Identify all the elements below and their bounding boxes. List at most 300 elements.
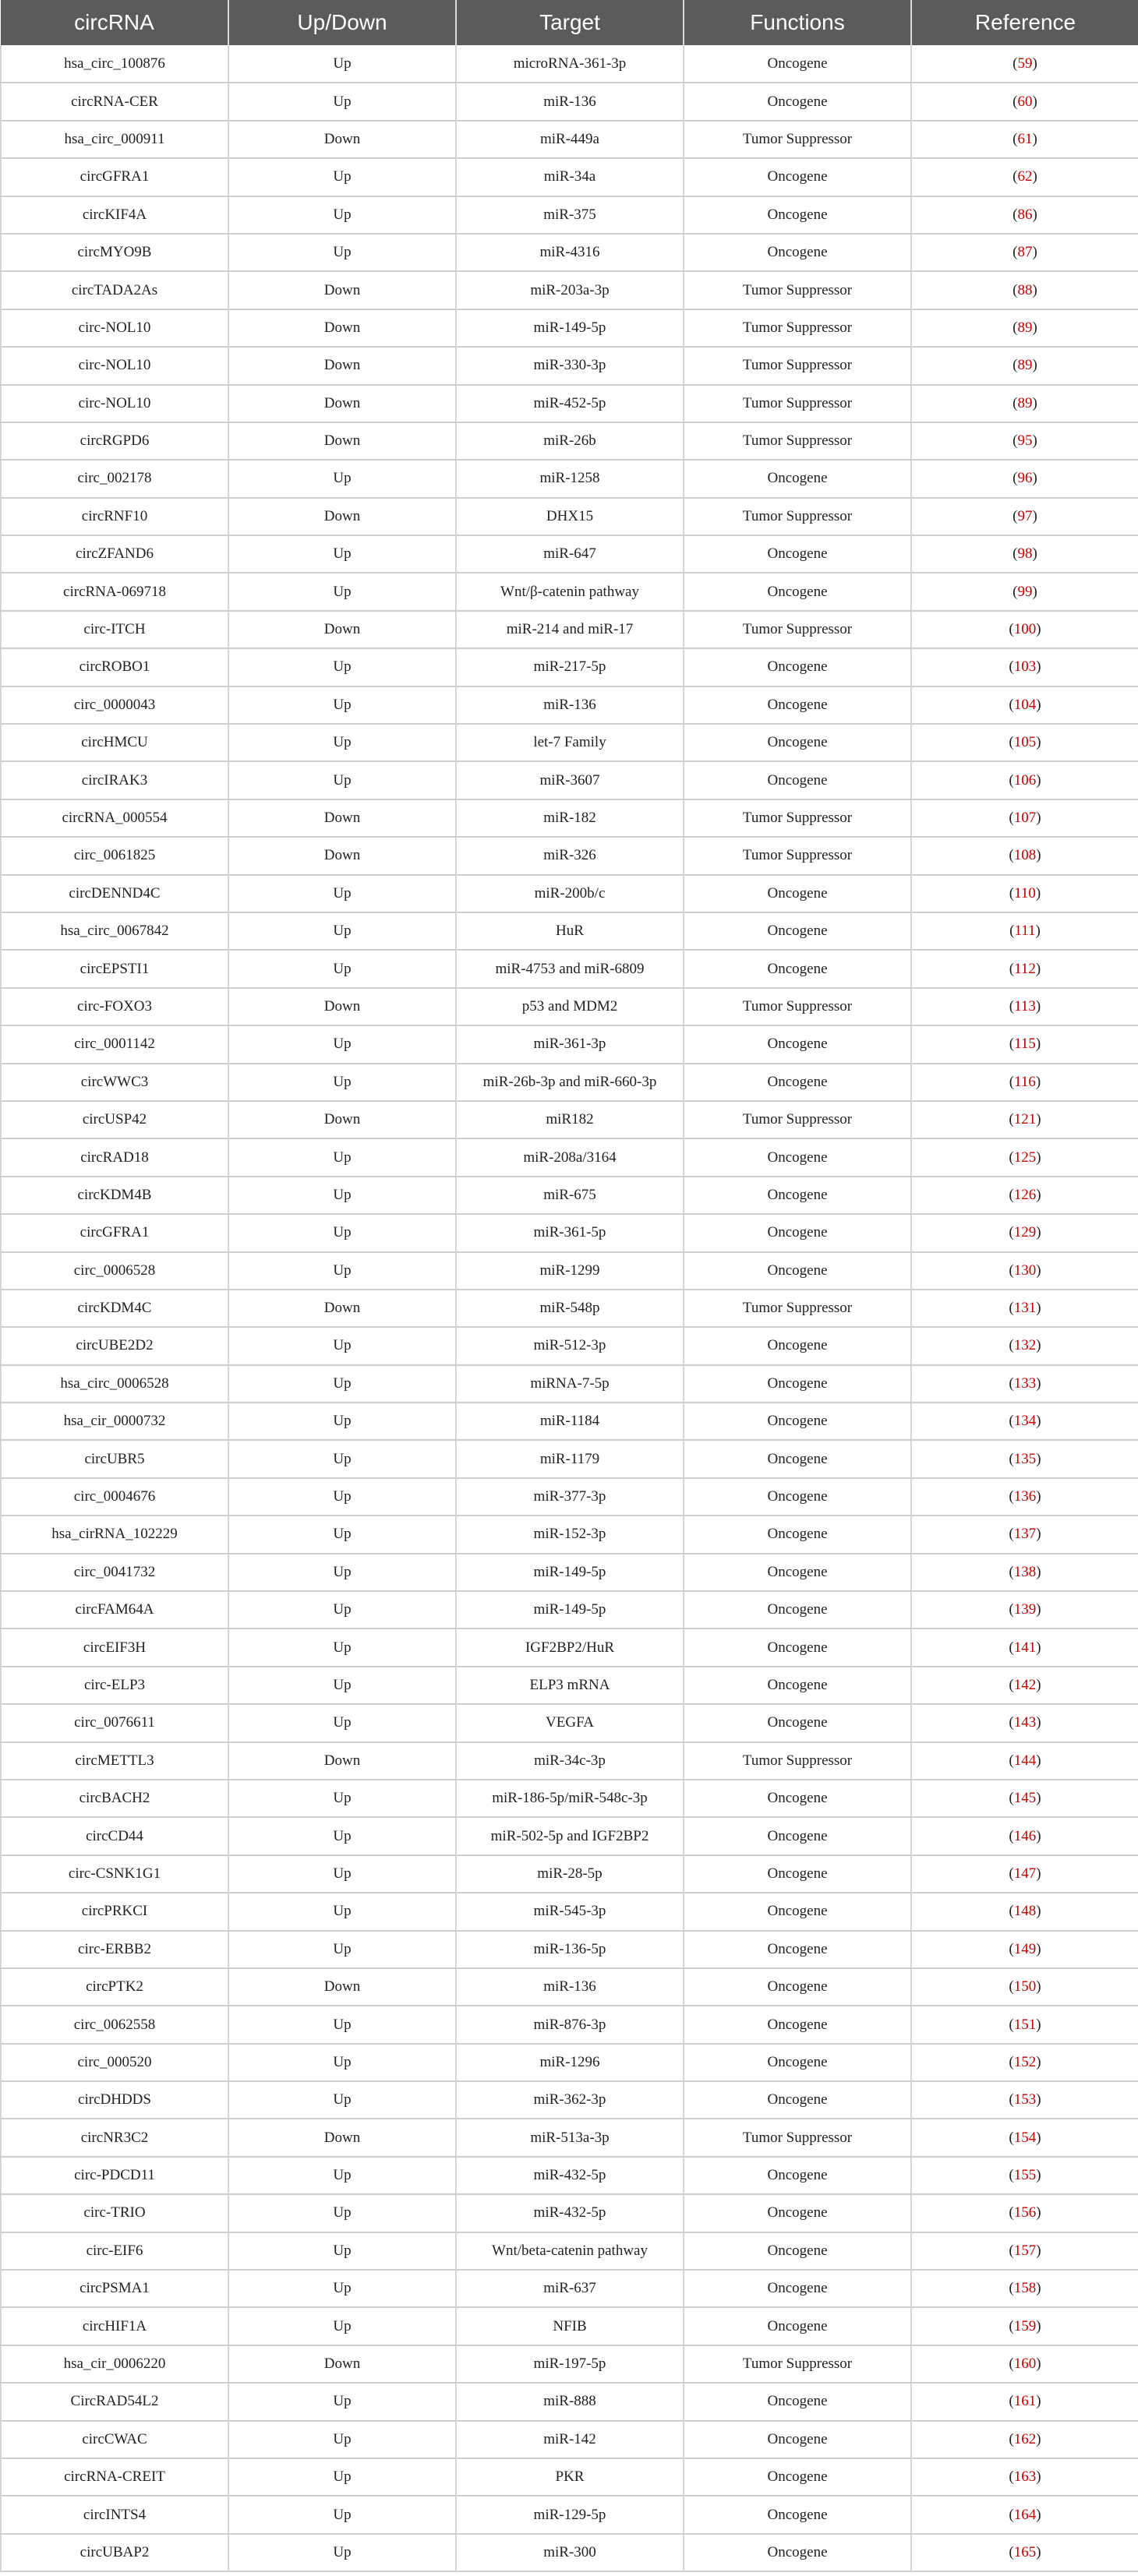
- cell-target: miR-129-5p: [456, 2496, 684, 2533]
- cell-up-down: Down: [228, 422, 456, 460]
- cell-functions: Oncogene: [684, 1667, 911, 1704]
- table-row: [1, 2458, 1138, 2496]
- cell-target: miR-1184: [456, 1403, 684, 1440]
- reference-link[interactable]: 156: [1013, 2204, 1037, 2221]
- cell-target: miR-136-5p: [456, 1931, 684, 1968]
- cell-functions: Tumor Suppressor: [684, 611, 911, 648]
- cell-functions: Oncogene: [684, 1931, 911, 1968]
- cell-circrna: circ-NOL10: [1, 309, 228, 347]
- cell-functions: Oncogene: [684, 2081, 911, 2119]
- cell-target: miRNA-7-5p: [456, 1365, 684, 1403]
- cell-functions: Oncogene: [684, 1968, 911, 2006]
- ref-open-paren: (: [1013, 545, 1018, 563]
- reference-link[interactable]: 106: [1013, 771, 1037, 789]
- reference-link[interactable]: 144: [1013, 1752, 1037, 1769]
- ref-close-paren: ): [1036, 2317, 1041, 2334]
- cell-functions: Tumor Suppressor: [684, 1742, 911, 1780]
- cell-circrna: circUBE2D2: [1, 1327, 228, 1364]
- reference-link[interactable]: 134: [1013, 1413, 1037, 1430]
- cell-functions: Oncogene: [684, 1440, 911, 1477]
- reference-link[interactable]: 159: [1013, 2317, 1037, 2334]
- cell-up-down: Up: [228, 1591, 456, 1629]
- table-row: [1, 2006, 1138, 2043]
- ref-open-paren: (: [1009, 2355, 1014, 2373]
- cell-circrna: circ_0061825: [1, 837, 228, 874]
- cell-functions: Oncogene: [684, 460, 911, 497]
- cell-up-down: Up: [228, 1629, 456, 1666]
- table-row: [1, 2496, 1138, 2533]
- ref-close-paren: ): [1036, 2506, 1041, 2523]
- header-circrna: circRNA: [1, 0, 228, 45]
- reference-link[interactable]: 145: [1013, 1790, 1037, 1807]
- cell-up-down: Down: [228, 799, 456, 837]
- cell-circrna: circUSP42: [1, 1101, 228, 1138]
- cell-target: miR-513a-3p: [456, 2119, 684, 2156]
- cell-circrna: circ-PDCD11: [1, 2157, 228, 2194]
- cell-circrna: circ_0062558: [1, 2006, 228, 2043]
- cell-reference: [911, 2232, 1138, 2270]
- table-row: [1, 196, 1138, 234]
- cell-target: miR-1299: [456, 1252, 684, 1290]
- cell-up-down: Up: [228, 45, 456, 83]
- cell-target: miR-361-3p: [456, 1025, 684, 1063]
- reference-link[interactable]: 158: [1013, 2280, 1037, 2297]
- ref-open-paren: (: [1009, 1790, 1014, 1807]
- cell-up-down: Down: [228, 271, 456, 309]
- reference-link[interactable]: 155: [1013, 2167, 1037, 2184]
- cell-reference: [911, 2119, 1138, 2156]
- reference-link[interactable]: 142: [1013, 1676, 1037, 1693]
- ref-open-paren: (: [1009, 658, 1014, 676]
- ref-open-paren: (: [1009, 1111, 1014, 1128]
- reference-link[interactable]: 146: [1013, 1827, 1037, 1844]
- cell-reference: [911, 2157, 1138, 2194]
- reference-link[interactable]: 88: [1017, 281, 1033, 298]
- cell-up-down: Up: [228, 1440, 456, 1477]
- cell-reference: [911, 1478, 1138, 1516]
- table-row: [1, 724, 1138, 761]
- reference-link[interactable]: 96: [1017, 470, 1033, 487]
- reference-link[interactable]: 60: [1017, 93, 1033, 110]
- reference-link[interactable]: 162: [1013, 2430, 1037, 2447]
- reference-link[interactable]: 115: [1014, 1036, 1036, 1053]
- cell-functions: Oncogene: [684, 1893, 911, 1930]
- cell-functions: Oncogene: [684, 1591, 911, 1629]
- cell-reference: [911, 2081, 1138, 2119]
- table-row: [1, 761, 1138, 799]
- reference-link[interactable]: 108: [1013, 847, 1037, 864]
- reference-link[interactable]: 89: [1017, 319, 1033, 336]
- cell-functions: Tumor Suppressor: [684, 1290, 911, 1327]
- cell-circrna: circROBO1: [1, 648, 228, 686]
- cell-up-down: Up: [228, 950, 456, 987]
- table-row: [1, 535, 1138, 573]
- reference-link[interactable]: 139: [1013, 1601, 1037, 1618]
- cell-circrna: circKDM4B: [1, 1177, 228, 1214]
- cell-target: p53 and MDM2: [456, 988, 684, 1025]
- reference-link[interactable]: 147: [1013, 1865, 1037, 1882]
- cell-functions: Tumor Suppressor: [684, 422, 911, 460]
- reference-link[interactable]: 150: [1013, 1978, 1037, 1996]
- reference-link[interactable]: 157: [1013, 2242, 1037, 2259]
- cell-target: miR-1296: [456, 2044, 684, 2081]
- reference-link[interactable]: 59: [1017, 55, 1033, 72]
- cell-circrna: circIRAK3: [1, 761, 228, 799]
- cell-target: miR-4753 and miR-6809: [456, 950, 684, 987]
- cell-up-down: Up: [228, 1516, 456, 1553]
- cell-up-down: Up: [228, 158, 456, 196]
- cell-reference: [911, 1177, 1138, 1214]
- ref-open-paren: (: [1009, 2393, 1014, 2410]
- cell-circrna: circEIF3H: [1, 1629, 228, 1666]
- ref-close-paren: ): [1036, 2393, 1041, 2410]
- cell-functions: Oncogene: [684, 1214, 911, 1251]
- cell-target: miR-152-3p: [456, 1516, 684, 1553]
- ref-close-paren: ): [1036, 1940, 1041, 1957]
- reference-link[interactable]: 152: [1013, 2053, 1037, 2070]
- table-row: [1, 158, 1138, 196]
- ref-open-paren: (: [1009, 2053, 1014, 2070]
- reference-link[interactable]: 104: [1013, 696, 1037, 713]
- cell-up-down: Up: [228, 1704, 456, 1741]
- cell-circrna: circFAM64A: [1, 1591, 228, 1629]
- cell-up-down: Down: [228, 347, 456, 384]
- cell-up-down: Down: [228, 837, 456, 874]
- cell-target: miR-149-5p: [456, 1591, 684, 1629]
- ref-open-paren: (: [1009, 2091, 1014, 2108]
- ref-open-paren: (: [1009, 2317, 1014, 2334]
- ref-open-paren: (: [1009, 1752, 1014, 1769]
- cell-reference: [911, 1667, 1138, 1704]
- ref-open-paren: (: [1009, 1865, 1014, 1882]
- cell-functions: Oncogene: [684, 2044, 911, 2081]
- cell-target: let-7 Family: [456, 724, 684, 761]
- cell-reference: [911, 1252, 1138, 1290]
- cell-functions: Oncogene: [684, 2496, 911, 2533]
- cell-target: Wnt/β-catenin pathway: [456, 573, 684, 610]
- cell-circrna: circRAD18: [1, 1138, 228, 1176]
- cell-functions: Oncogene: [684, 535, 911, 573]
- ref-close-paren: ): [1036, 1639, 1041, 1656]
- ref-open-paren: (: [1013, 281, 1018, 298]
- reference-link[interactable]: 138: [1013, 1563, 1037, 1580]
- table-row: [1, 2383, 1138, 2420]
- cell-circrna: circMYO9B: [1, 234, 228, 271]
- cell-circrna: circHMCU: [1, 724, 228, 761]
- table-row: [1, 2421, 1138, 2458]
- reference-link[interactable]: 164: [1013, 2506, 1037, 2523]
- ref-close-paren: ): [1036, 2468, 1041, 2486]
- cell-reference: [911, 1516, 1138, 1553]
- reference-link[interactable]: 151: [1013, 2016, 1037, 2033]
- cell-up-down: Up: [228, 724, 456, 761]
- cell-functions: Tumor Suppressor: [684, 2119, 911, 2156]
- cell-reference: [911, 2534, 1138, 2571]
- cell-circrna: circ-ITCH: [1, 611, 228, 648]
- cell-reference: [911, 1968, 1138, 2006]
- ref-close-paren: ): [1035, 1073, 1041, 1090]
- cell-circrna: circMETTL3: [1, 1742, 228, 1780]
- cell-circrna: circEPSTI1: [1, 950, 228, 987]
- table-row: [1, 875, 1138, 912]
- ref-close-paren: ): [1032, 470, 1037, 487]
- table-row: [1, 2270, 1138, 2307]
- ref-close-paren: ): [1035, 923, 1041, 940]
- ref-open-paren: (: [1009, 1903, 1014, 1920]
- table-row: [1, 1327, 1138, 1364]
- ref-close-paren: ): [1036, 734, 1041, 751]
- reference-link[interactable]: 112: [1014, 960, 1036, 977]
- cell-up-down: Up: [228, 2458, 456, 2496]
- reference-link[interactable]: 97: [1017, 507, 1033, 524]
- table-row: [1, 2232, 1138, 2270]
- cell-reference: [911, 761, 1138, 799]
- reference-link[interactable]: 149: [1013, 1940, 1037, 1957]
- cell-reference: [911, 1025, 1138, 1063]
- cell-target: miR-149-5p: [456, 1554, 684, 1591]
- ref-close-paren: ): [1036, 771, 1041, 789]
- ref-open-paren: (: [1009, 1413, 1014, 1430]
- ref-open-paren: (: [1013, 244, 1018, 261]
- ref-open-paren: (: [1009, 923, 1015, 940]
- cell-functions: Oncogene: [684, 2194, 911, 2232]
- reference-link[interactable]: 130: [1013, 1262, 1037, 1279]
- cell-functions: Oncogene: [684, 2458, 911, 2496]
- reference-link[interactable]: 111: [1014, 923, 1036, 940]
- reference-link[interactable]: 87: [1017, 244, 1033, 261]
- reference-link[interactable]: 129: [1013, 1224, 1037, 1241]
- cell-up-down: Up: [228, 1667, 456, 1704]
- ref-close-paren: ): [1036, 1601, 1041, 1618]
- cell-up-down: Up: [228, 912, 456, 950]
- cell-target: miR-149-5p: [456, 309, 684, 347]
- ref-close-paren: ): [1036, 2242, 1041, 2259]
- table-row: [1, 2081, 1138, 2119]
- reference-link[interactable]: 105: [1013, 734, 1037, 751]
- cell-target: miR-888: [456, 2383, 684, 2420]
- reference-link[interactable]: 99: [1017, 583, 1033, 600]
- cell-circrna: hsa_cir_0006220: [1, 2345, 228, 2383]
- reference-link[interactable]: 110: [1014, 884, 1036, 902]
- cell-target: miR-876-3p: [456, 2006, 684, 2043]
- cell-reference: [911, 1855, 1138, 1893]
- ref-open-paren: (: [1009, 2430, 1014, 2447]
- cell-functions: Tumor Suppressor: [684, 347, 911, 384]
- ref-open-paren: (: [1009, 1676, 1014, 1693]
- reference-link[interactable]: 131: [1013, 1300, 1037, 1317]
- cell-circrna: circ-ELP3: [1, 1667, 228, 1704]
- cell-reference: [911, 1893, 1138, 1930]
- ref-close-paren: ): [1032, 244, 1037, 261]
- cell-circrna: circUBR5: [1, 1440, 228, 1477]
- reference-link[interactable]: 89: [1017, 357, 1033, 374]
- table-row: [1, 347, 1138, 384]
- cell-up-down: Down: [228, 1742, 456, 1780]
- reference-link[interactable]: 136: [1013, 1488, 1037, 1505]
- cell-reference: [911, 2345, 1138, 2383]
- ref-open-paren: (: [1013, 583, 1018, 600]
- ref-close-paren: ): [1036, 1337, 1041, 1354]
- ref-close-paren: ): [1036, 2016, 1041, 2033]
- ref-close-paren: ): [1036, 1186, 1041, 1203]
- reference-link[interactable]: 121: [1013, 1111, 1037, 1128]
- reference-link[interactable]: 113: [1014, 997, 1036, 1015]
- cell-up-down: Up: [228, 875, 456, 912]
- cell-reference: [911, 347, 1138, 384]
- cell-reference: [911, 271, 1138, 309]
- cell-circrna: circKDM4C: [1, 1290, 228, 1327]
- table-row: [1, 1704, 1138, 1741]
- cell-functions: Oncogene: [684, 724, 911, 761]
- reference-link[interactable]: 133: [1013, 1374, 1037, 1392]
- cell-up-down: Up: [228, 2307, 456, 2345]
- cell-functions: Oncogene: [684, 1629, 911, 1666]
- reference-link[interactable]: 148: [1013, 1903, 1037, 1920]
- cell-circrna: circ-ERBB2: [1, 1931, 228, 1968]
- reference-link[interactable]: 163: [1013, 2468, 1037, 2486]
- cell-reference: [911, 611, 1138, 648]
- ref-close-paren: ): [1036, 1111, 1041, 1128]
- cell-reference: [911, 498, 1138, 535]
- cell-functions: Oncogene: [684, 83, 911, 120]
- ref-open-paren: (: [1013, 168, 1018, 185]
- table-row: [1, 385, 1138, 422]
- reference-link[interactable]: 116: [1014, 1073, 1036, 1090]
- reference-link[interactable]: 154: [1013, 2129, 1037, 2146]
- ref-close-paren: ): [1036, 2430, 1041, 2447]
- reference-link[interactable]: 107: [1013, 810, 1037, 826]
- cell-circrna: circDHDDS: [1, 2081, 228, 2119]
- cell-target: miR-3607: [456, 761, 684, 799]
- ref-close-paren: ): [1036, 696, 1041, 713]
- table-row: [1, 1290, 1138, 1327]
- ref-open-paren: (: [1013, 507, 1018, 524]
- cell-target: miR-377-3p: [456, 1478, 684, 1516]
- table-row: [1, 1177, 1138, 1214]
- table-row: [1, 1742, 1138, 1780]
- cell-functions: Oncogene: [684, 1138, 911, 1176]
- table-row: [1, 2044, 1138, 2081]
- reference-link[interactable]: 126: [1013, 1186, 1037, 1203]
- ref-open-paren: (: [1009, 1940, 1014, 1957]
- reference-link[interactable]: 95: [1017, 432, 1033, 450]
- reference-link[interactable]: 165: [1013, 2543, 1037, 2560]
- table-row: [1, 611, 1138, 648]
- cell-reference: [911, 1214, 1138, 1251]
- cell-reference: [911, 648, 1138, 686]
- reference-link[interactable]: 62: [1017, 168, 1033, 185]
- table-row: [1, 1252, 1138, 1290]
- cell-reference: [911, 234, 1138, 271]
- ref-open-paren: (: [1009, 2016, 1014, 2033]
- reference-link[interactable]: 153: [1013, 2091, 1037, 2108]
- reference-link[interactable]: 100: [1013, 621, 1037, 638]
- ref-close-paren: ): [1036, 1374, 1041, 1392]
- cell-functions: Oncogene: [684, 1025, 911, 1063]
- cell-functions: Oncogene: [684, 196, 911, 234]
- reference-link[interactable]: 160: [1013, 2355, 1037, 2373]
- cell-circrna: hsa_circ_100876: [1, 45, 228, 83]
- cell-target: miR-432-5p: [456, 2157, 684, 2194]
- cell-reference: [911, 1064, 1138, 1101]
- cell-reference: [911, 121, 1138, 158]
- ref-open-paren: (: [1009, 771, 1014, 789]
- ref-close-paren: ): [1036, 1413, 1041, 1430]
- cell-target: miR-432-5p: [456, 2194, 684, 2232]
- cell-circrna: circRNF10: [1, 498, 228, 535]
- cell-target: miR182: [456, 1101, 684, 1138]
- reference-link[interactable]: 135: [1013, 1450, 1037, 1467]
- table-row: [1, 1817, 1138, 1854]
- cell-reference: [911, 950, 1138, 987]
- ref-close-paren: ): [1035, 997, 1041, 1015]
- ref-close-paren: ): [1032, 583, 1037, 600]
- reference-link[interactable]: 89: [1017, 394, 1033, 411]
- cell-target: miR-375: [456, 196, 684, 234]
- reference-link[interactable]: 125: [1013, 1149, 1037, 1166]
- cell-reference: [911, 309, 1138, 347]
- ref-open-paren: (: [1009, 1563, 1014, 1580]
- reference-link[interactable]: 161: [1013, 2393, 1037, 2410]
- reference-link[interactable]: 141: [1013, 1639, 1037, 1656]
- ref-close-paren: ): [1036, 1224, 1041, 1241]
- cell-target: miR-197-5p: [456, 2345, 684, 2383]
- table-row: [1, 2307, 1138, 2345]
- cell-circrna: circBACH2: [1, 1780, 228, 1817]
- ref-close-paren: ): [1036, 1526, 1041, 1543]
- cell-up-down: Down: [228, 611, 456, 648]
- table-row: [1, 1064, 1138, 1101]
- ref-open-paren: (: [1009, 1337, 1014, 1354]
- cell-circrna: circCD44: [1, 1817, 228, 1854]
- cell-target: Wnt/beta-catenin pathway: [456, 2232, 684, 2270]
- reference-link[interactable]: 137: [1013, 1526, 1037, 1543]
- cell-target: miR-4316: [456, 234, 684, 271]
- table-row: [1, 837, 1138, 874]
- cell-circrna: hsa_circ_000911: [1, 121, 228, 158]
- reference-link[interactable]: 98: [1017, 545, 1033, 563]
- cell-functions: Oncogene: [684, 1704, 911, 1741]
- cell-target: miR-1258: [456, 460, 684, 497]
- ref-close-paren: ): [1036, 1563, 1041, 1580]
- ref-close-paren: ): [1036, 2280, 1041, 2297]
- reference-link[interactable]: 86: [1017, 206, 1033, 223]
- ref-close-paren: ): [1032, 545, 1037, 563]
- cell-up-down: Up: [228, 196, 456, 234]
- cell-up-down: Up: [228, 1214, 456, 1251]
- reference-link[interactable]: 143: [1013, 1714, 1037, 1731]
- table-row: [1, 422, 1138, 460]
- cell-up-down: Up: [228, 1817, 456, 1854]
- reference-link[interactable]: 103: [1013, 658, 1037, 676]
- cell-functions: Oncogene: [684, 1252, 911, 1290]
- reference-link[interactable]: 132: [1013, 1337, 1037, 1354]
- cell-reference: [911, 1780, 1138, 1817]
- cell-target: miR-545-3p: [456, 1893, 684, 1930]
- ref-open-paren: (: [1009, 696, 1014, 713]
- table-row: [1, 1893, 1138, 1930]
- cell-up-down: Up: [228, 1177, 456, 1214]
- cell-functions: Oncogene: [684, 1817, 911, 1854]
- ref-open-paren: (: [1009, 734, 1014, 751]
- ref-open-paren: (: [1013, 470, 1018, 487]
- cell-target: microRNA-361-3p: [456, 45, 684, 83]
- ref-open-paren: (: [1009, 1300, 1014, 1317]
- reference-link[interactable]: 61: [1017, 130, 1033, 147]
- cell-target: miR-300: [456, 2534, 684, 2571]
- ref-open-paren: (: [1009, 2506, 1014, 2523]
- cell-reference: [911, 422, 1138, 460]
